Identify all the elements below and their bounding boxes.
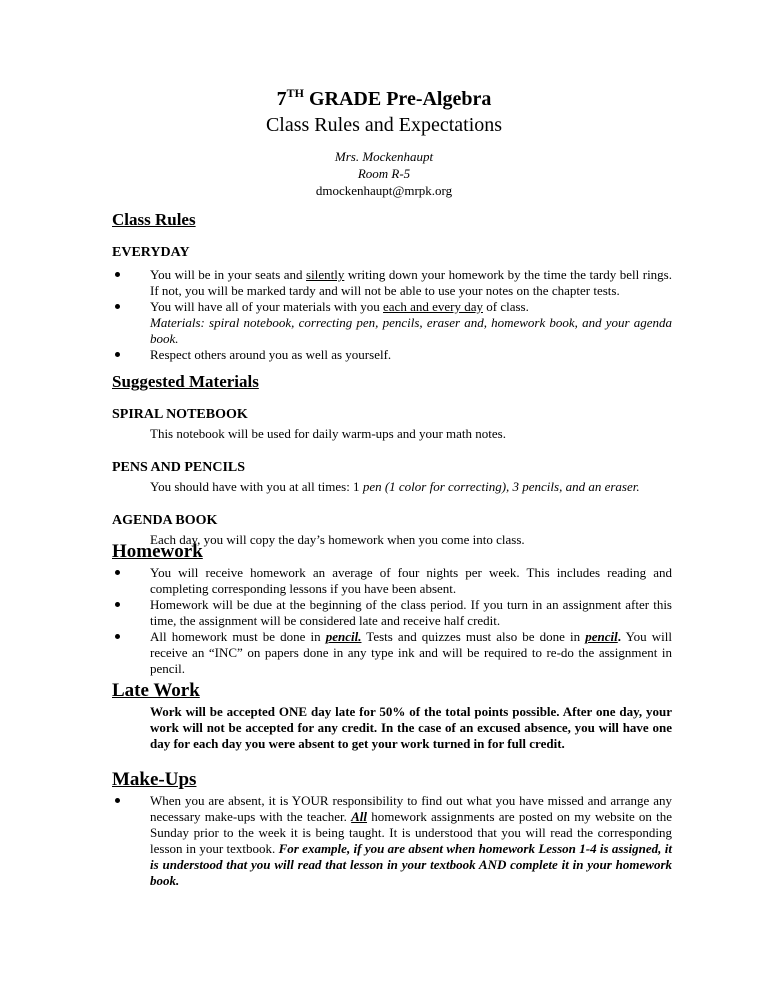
make-ups-section	[112, 769, 672, 889]
bullet-icon	[115, 602, 120, 607]
everyday-list	[112, 267, 672, 363]
materials-list: Materials: spiral notebook, correcting pen, pencils, eraser and, homework book, and your agenda book.	[150, 315, 672, 346]
suggested-materials-heading: Suggested Materials	[112, 372, 259, 391]
agenda-book-heading: AGENDA BOOK	[112, 513, 218, 528]
suggested-materials-section	[112, 372, 672, 548]
room-number: Room R-5	[357, 166, 411, 181]
list-item: When you are absent, it is YOUR responsibility to find out what you have missed and arrange any necessary make-ups with the teacher. All homework assignments are posted on my website on the Sunday prior to the week it is being taught. It is understood that you will read the corresponding lesson in your textbook. For example, if you are absent when homework Lesson 1-4 is assigned, it is understood that you will read that lesson in your textbook AND complete it in your homework book.	[112, 793, 672, 889]
late-work-heading: Late Work	[112, 680, 200, 701]
everyday-heading: EVERYDAY	[112, 245, 190, 260]
bullet-icon	[115, 272, 120, 277]
bullet-icon	[115, 798, 120, 803]
page-subtitle: Class Rules and Expectations	[265, 114, 503, 136]
class-rules-section	[112, 210, 672, 363]
bullet-icon	[115, 352, 120, 357]
list-item: Respect others around you as well as yourself.	[112, 347, 672, 363]
late-work-text: Work will be accepted ONE day late for 50% of the total points possible. After one day, your work will not be accepted for any credit. In the case of an excused absence, you will have one day for each day you were absent to get your work turned in for full credit.	[150, 704, 672, 751]
teacher-email: dmockenhaupt@mrpk.org	[315, 183, 453, 198]
class-rules-heading: Class Rules	[112, 210, 196, 229]
contact-block	[0, 148, 768, 199]
make-ups-list	[112, 793, 672, 889]
title-text: GRADE Pre-Algebra	[303, 88, 492, 110]
grade-superscript: TH	[286, 86, 304, 100]
agenda-book-text: Each day, you will copy the day’s homework when you come into class.	[150, 532, 525, 547]
grade-number: 7	[276, 88, 287, 110]
bullet-icon	[115, 634, 120, 639]
spiral-notebook-heading: SPIRAL NOTEBOOK	[112, 407, 248, 422]
list-item: You will receive homework an average of four nights per week. This includes reading and completing corresponding lessons if you have been absent.	[112, 565, 672, 597]
list-item: Homework will be due at the beginning of the class period. If you turn in an assignment after this time, the assignment will be considered late and receive half credit.	[112, 597, 672, 629]
pens-pencils-text: You should have with you at all times: 1 pen (1 color for correcting), 3 pencils, and an eraser.	[150, 479, 640, 494]
bullet-icon	[115, 570, 120, 575]
late-work-section	[112, 680, 672, 752]
spiral-notebook-text: This notebook will be used for daily warm-ups and your math notes.	[150, 426, 506, 441]
list-item: You will be in your seats and silently writing down your homework by the time the tardy bell rings. If not, you will be marked tardy and will not be able to use your notes on the chapter tests.	[112, 267, 672, 299]
homework-heading: Homework	[112, 541, 203, 562]
page-title	[0, 86, 768, 112]
homework-list	[112, 565, 672, 677]
teacher-name: Mrs. Mockenhaupt	[334, 149, 434, 164]
pens-pencils-heading: PENS AND PENCILS	[112, 460, 246, 475]
bullet-icon	[115, 304, 120, 309]
make-ups-heading: Make-Ups	[112, 769, 197, 790]
title-block	[0, 86, 768, 138]
list-item: You will have all of your materials with you each and every day of class. Materials: spiral notebook, correcting pen, pencils, eraser and, homework book, and your agenda book.	[112, 299, 672, 347]
list-item: All homework must be done in pencil. Tests and quizzes must also be done in pencil. You will receive an “INC” on papers done in any type ink and will be required to re-do the assignment in pencil.	[112, 629, 672, 677]
homework-section	[112, 541, 672, 677]
